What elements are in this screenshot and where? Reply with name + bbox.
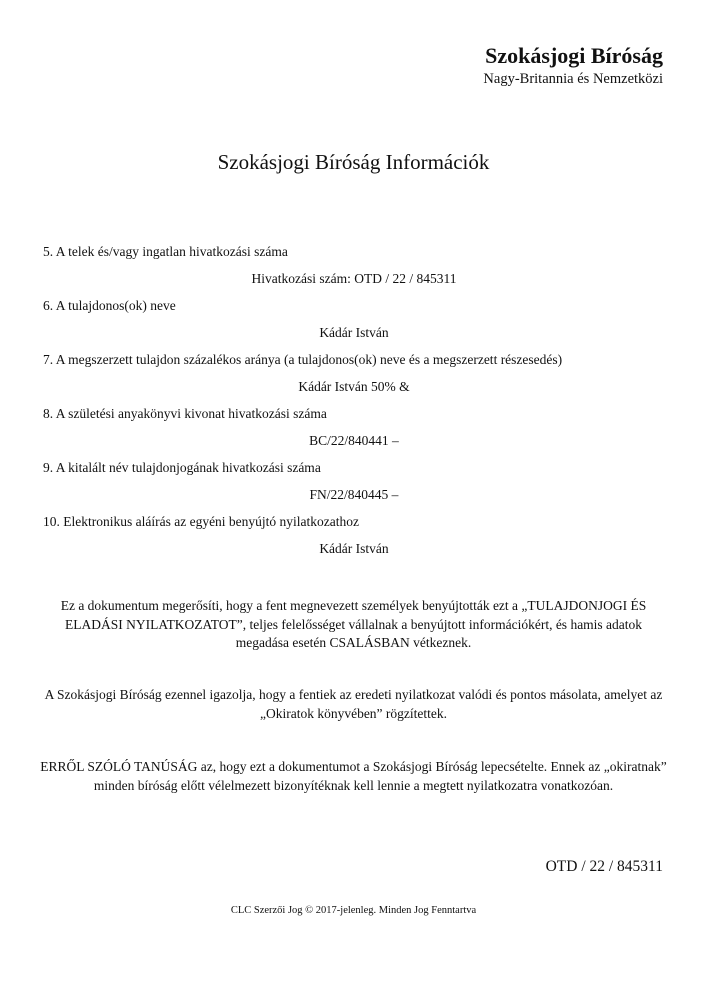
item-value-owner-names: Kádár István [319,325,389,340]
item-label-electronic-signature: 10. Elektronikus aláírás az egyéni benyújtó nyilatkozathoz [43,514,360,529]
confirmation-paragraph: Ez a dokumentum megerősíti, hogy a fent megnevezett személyek benyújtották ezt a „TULAJDONJOGI ÉS ELADÁSI NYILATKOZATOT”, teljes felelősséget vállalnak a benyújtott információkért, és hamis adatok megadása esetén CSALÁSBAN vétkeznek. [60,598,647,650]
document-title: Szokásjogi Bíróság Információk [217,150,490,174]
court-header [483,42,663,88]
item-label-fictitious-name: 9. A kitalált név tulajdonjogának hivatkozási száma [43,460,321,475]
item-label-ownership-percentage: 7. A megszerzett tulajdon százalékos aránya (a tulajdonos(ok) neve és a megszerzett részesedés) [43,352,563,367]
item-value-electronic-signature: Kádár István [319,541,389,556]
item-value-ownership-percentage: Kádár István 50% & [298,379,410,394]
reference-number: OTD / 22 / 845311 [545,858,663,875]
item-label-birth-certificate: 8. A születési anyakönyvi kivonat hivatkozási száma [43,406,327,421]
item-value-fictitious-name: FN/22/840445 – [309,487,399,502]
information-items [43,243,665,567]
copyright-notice: CLC Szerzői Jog © 2017-jelenleg. Minden Jog Fenntartva [230,905,477,916]
testimony-paragraph: ERRŐL SZÓLÓ TANÚSÁG az, hogy ezt a dokumentumot a Szokásjogi Bíróság lepecsételte. Ennek az „okiratnak” minden bíróság előtt vélelmezett bizonyítéknak kell lennie a megtett nyilatkozatra vonatkozóan. [40,759,667,793]
certification-paragraph: A Szokásjogi Bíróság ezennel igazolja, hogy a fentiek az eredeti nyilatkozat valódi és pontos másolata, amelyet az „Okiratok könyvében” rögzítettek. [44,687,663,721]
court-name: Szokásjogi Bíróság [485,43,663,68]
item-value-birth-certificate: BC/22/840441 – [309,433,399,448]
court-jurisdiction: Nagy-Britannia és Nemzetközi [483,71,663,87]
item-label-owner-names: 6. A tulajdonos(ok) neve [43,298,176,313]
item-label-property-reference: 5. A telek és/vagy ingatlan hivatkozási száma [43,244,288,259]
item-value-property-reference: Hivatkozási szám: OTD / 22 / 845311 [251,271,457,286]
